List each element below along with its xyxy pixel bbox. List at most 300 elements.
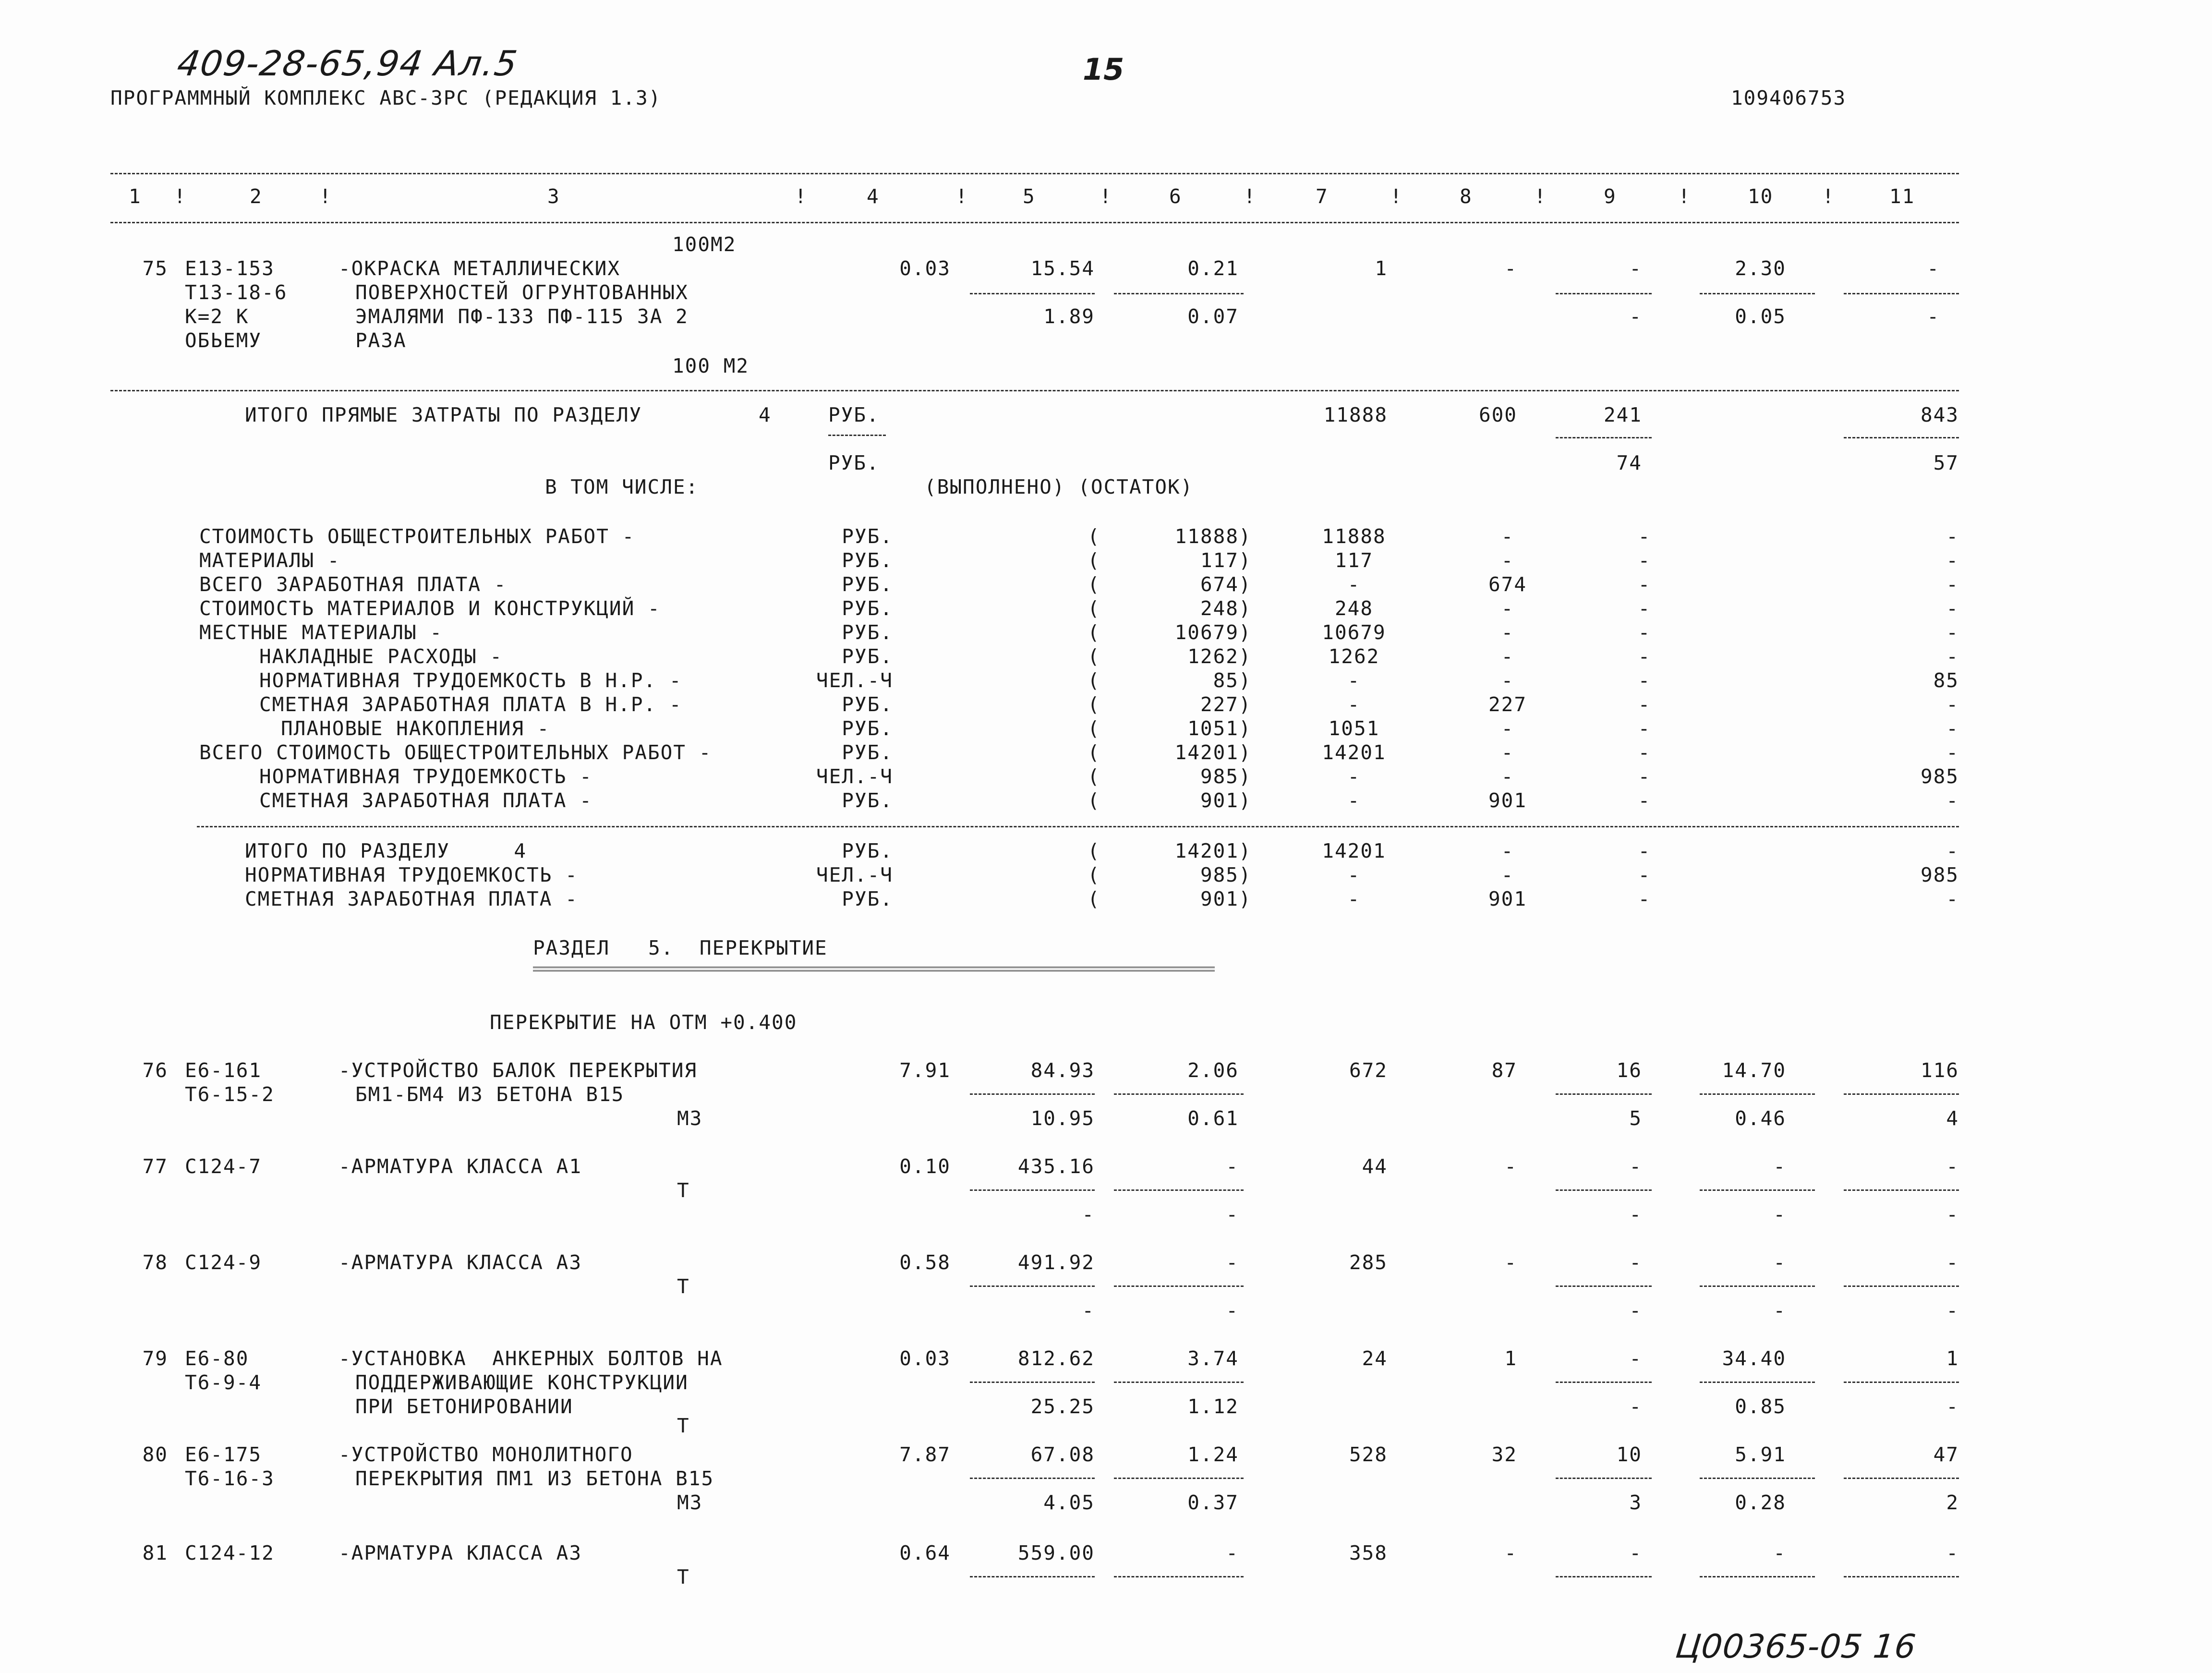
paren-open: ( bbox=[1088, 573, 1100, 596]
cell-c5-wage: 4.05 bbox=[1043, 1491, 1095, 1514]
column-separator: ! bbox=[795, 185, 808, 208]
unit-label: Т bbox=[677, 1414, 690, 1437]
cell-c5-wage: - bbox=[1082, 1299, 1095, 1322]
cell-c5-wage: 1.89 bbox=[1043, 305, 1095, 328]
cell-c7: - bbox=[1347, 573, 1361, 596]
paren-close: ) bbox=[1239, 741, 1252, 764]
cell-c7: 528 bbox=[1349, 1443, 1388, 1466]
summary-done-value: 227 bbox=[1200, 693, 1239, 716]
paren-open: ( bbox=[1088, 693, 1100, 716]
cell-c6: 3.74 bbox=[1187, 1347, 1239, 1370]
summary-done-value: 901 bbox=[1200, 789, 1239, 812]
cell-c9-wage: 3 bbox=[1629, 1491, 1642, 1514]
cell-c9: - bbox=[1638, 839, 1651, 862]
subtotal-rule bbox=[1114, 1189, 1244, 1191]
row-description: ПОДДЕРЖИВАЮЩИЕ КОНСТРУКЦИИ bbox=[355, 1371, 689, 1394]
paren-open: ( bbox=[1088, 717, 1100, 740]
column-header-6: 6 bbox=[1169, 185, 1182, 208]
cell-c11: 47 bbox=[1933, 1443, 1959, 1466]
cell-c8: - bbox=[1501, 717, 1514, 740]
paren-close: ) bbox=[1239, 693, 1252, 716]
subtotal-rule bbox=[1556, 1189, 1652, 1191]
summary-label: МАТЕРИАЛЫ - bbox=[199, 549, 340, 572]
cell-c11: - bbox=[1946, 839, 1959, 862]
cell-c6: 1.24 bbox=[1187, 1443, 1239, 1466]
cell-c7: - bbox=[1347, 887, 1361, 910]
cell-c8: 901 bbox=[1488, 887, 1527, 910]
cell-c8: - bbox=[1501, 863, 1514, 886]
summary-unit: РУБ. bbox=[842, 717, 893, 740]
paren-open: ( bbox=[1088, 549, 1100, 572]
summary-label: ИТОГО ПО РАЗДЕЛУ 4 bbox=[245, 839, 527, 862]
cell-c8: 87 bbox=[1491, 1059, 1517, 1082]
cell-c10: 34.40 bbox=[1722, 1347, 1786, 1370]
summary-done-value: 985 bbox=[1200, 863, 1239, 886]
row-code: Е6-80 bbox=[185, 1347, 249, 1370]
cell-c11: - bbox=[1946, 741, 1959, 764]
cell-c5: 67.08 bbox=[1030, 1443, 1095, 1466]
cell-c11: - bbox=[1946, 549, 1959, 572]
cell-c8: 32 bbox=[1491, 1443, 1517, 1466]
cell-c6: 2.06 bbox=[1187, 1059, 1239, 1082]
subtotal-rule bbox=[1556, 1382, 1652, 1383]
subtotal-rule bbox=[1844, 437, 1959, 438]
cell-c6: 0.21 bbox=[1187, 257, 1239, 280]
cell-c11: 985 bbox=[1920, 863, 1959, 886]
summary-label: МЕСТНЫЕ МАТЕРИАЛЫ - bbox=[199, 621, 443, 644]
cell-c4: 7.87 bbox=[899, 1443, 951, 1466]
cell-c10-wage: - bbox=[1773, 1299, 1786, 1322]
summary-unit: РУБ. bbox=[842, 693, 893, 716]
cell-c9-wage: - bbox=[1629, 1395, 1642, 1418]
cell-c10-wage: 0.85 bbox=[1735, 1395, 1786, 1418]
cell-c5: 812.62 bbox=[1017, 1347, 1095, 1370]
cell-c11-wage: 2 bbox=[1946, 1491, 1959, 1514]
paren-close: ) bbox=[1239, 863, 1252, 886]
subtotal-rule bbox=[1844, 1285, 1959, 1287]
row-description: РАЗА bbox=[355, 329, 407, 352]
cell-c8: - bbox=[1501, 765, 1514, 788]
cell-c8: - bbox=[1501, 525, 1514, 548]
subtotal-rule bbox=[1556, 293, 1652, 294]
paren-open: ( bbox=[1088, 669, 1100, 692]
column-header-3: 3 bbox=[547, 185, 560, 208]
paren-open: ( bbox=[1088, 621, 1100, 644]
cell-c4: 7.91 bbox=[899, 1059, 951, 1082]
summary-unit: РУБ. bbox=[842, 573, 893, 596]
summary-label: НОРМАТИВНАЯ ТРУДОЕМКОСТЬ - bbox=[245, 863, 578, 886]
total-label: ИТОГО ПРЯМЫЕ ЗАТРАТЫ ПО РАЗДЕЛУ bbox=[245, 403, 642, 426]
column-header-11: 11 bbox=[1889, 185, 1915, 208]
cell-c10-wage: - bbox=[1773, 1203, 1786, 1226]
summary-unit: РУБ. bbox=[842, 597, 893, 620]
row-description: БМ1-БМ4 ИЗ БЕТОНА В15 bbox=[355, 1083, 625, 1106]
summary-unit: РУБ. bbox=[842, 525, 893, 548]
cell-c4: 0.64 bbox=[899, 1541, 951, 1564]
cell-c9: - bbox=[1638, 789, 1651, 812]
row-description: ПЕРЕКРЫТИЯ ПМ1 ИЗ БЕТОНА В15 bbox=[355, 1467, 714, 1490]
subtotal-rule bbox=[1844, 1093, 1959, 1095]
summary-done-value: 1051 bbox=[1187, 717, 1239, 740]
row-description: -УСТРОЙСТВО БАЛОК ПЕРЕКРЫТИЯ bbox=[338, 1059, 698, 1082]
cell-c7: 1262 bbox=[1328, 645, 1380, 668]
subtotal-rule bbox=[1114, 1382, 1244, 1383]
cell-c6-wage: 1.12 bbox=[1187, 1395, 1239, 1418]
row-code: К=2 К bbox=[185, 305, 249, 328]
cell-c7: 11888 bbox=[1322, 525, 1386, 548]
cell-c11: - bbox=[1946, 717, 1959, 740]
paren-open: ( bbox=[1088, 887, 1100, 910]
subtotal-rule bbox=[1556, 1093, 1652, 1095]
cell-c8: - bbox=[1501, 669, 1514, 692]
cell-c9: - bbox=[1638, 863, 1651, 886]
summary-unit: ЧЕЛ.-Ч bbox=[816, 863, 893, 886]
cell-c8: 674 bbox=[1488, 573, 1527, 596]
cell-c8: 1 bbox=[1504, 1347, 1517, 1370]
summary-done-value: 14201 bbox=[1174, 839, 1239, 862]
cell-c9: - bbox=[1638, 573, 1651, 596]
row-description: -АРМАТУРА КЛАССА А3 bbox=[338, 1541, 582, 1564]
column-header-2: 2 bbox=[250, 185, 263, 208]
cell-c7: 14201 bbox=[1322, 839, 1386, 862]
cell-c4: 0.10 bbox=[899, 1155, 951, 1178]
cell-c11: - bbox=[1946, 597, 1959, 620]
subtotal-rule bbox=[1556, 1285, 1652, 1287]
cell-c9: - bbox=[1629, 257, 1642, 280]
column-header-7: 7 bbox=[1316, 185, 1329, 208]
row-number: 80 bbox=[142, 1443, 168, 1466]
cell-c9: - bbox=[1638, 525, 1651, 548]
cell-c4: 0.58 bbox=[899, 1251, 951, 1274]
subtotal-rule bbox=[1844, 293, 1959, 294]
paren-close: ) bbox=[1239, 887, 1252, 910]
cell-c11: - bbox=[1946, 789, 1959, 812]
paren-open: ( bbox=[1088, 765, 1100, 788]
cell-c7: 248 bbox=[1334, 597, 1374, 620]
subtotal-rule bbox=[1114, 1285, 1244, 1287]
row-code: С124-7 bbox=[185, 1155, 262, 1178]
paren-open: ( bbox=[1088, 597, 1100, 620]
summary-done-value: 11888 bbox=[1174, 525, 1239, 548]
breakdown-rule bbox=[197, 826, 1959, 827]
cell-c11: - bbox=[1946, 693, 1959, 716]
row-code: Т6-16-3 bbox=[185, 1467, 275, 1490]
cell-c5-wage: - bbox=[1082, 1203, 1095, 1226]
cell-c11-wage: - bbox=[1946, 1299, 1959, 1322]
cell-c11-wage: - bbox=[1927, 305, 1940, 328]
summary-unit: РУБ. bbox=[842, 645, 893, 668]
subtotal-rule bbox=[1700, 1576, 1815, 1577]
row-number: 75 bbox=[142, 257, 168, 280]
cell-c10-wage: 0.46 bbox=[1735, 1107, 1786, 1130]
column-header-8: 8 bbox=[1460, 185, 1473, 208]
document-number: 109406753 bbox=[1731, 86, 1847, 109]
cell-c5: 15.54 bbox=[1030, 257, 1095, 280]
row-code: Е13-153 bbox=[185, 257, 275, 280]
cell-c9: - bbox=[1638, 549, 1651, 572]
paren-close: ) bbox=[1239, 525, 1252, 548]
unit-label: М3 bbox=[677, 1491, 703, 1514]
summary-label: НАКЛАДНЫЕ РАСХОДЫ - bbox=[259, 645, 503, 668]
row-code: ОБЬЕМУ bbox=[185, 329, 262, 352]
summary-unit: РУБ. bbox=[842, 549, 893, 572]
cell-c6: - bbox=[1226, 1155, 1239, 1178]
row-description: ЭМАЛЯМИ ПФ-133 ПФ-115 ЗА 2 bbox=[355, 305, 689, 328]
cell-c6-wage: 0.37 bbox=[1187, 1491, 1239, 1514]
subtotal-rule bbox=[1114, 1093, 1244, 1095]
cell-c6: - bbox=[1226, 1541, 1239, 1564]
column-separator: ! bbox=[174, 185, 187, 208]
cell-c9: - bbox=[1638, 741, 1651, 764]
subtotal-rule bbox=[1700, 1189, 1815, 1191]
subtotal-rule bbox=[1700, 1382, 1815, 1383]
summary-done-value: 85 bbox=[1213, 669, 1239, 692]
cell-c8: - bbox=[1501, 741, 1514, 764]
summary-unit: РУБ. bbox=[842, 839, 893, 862]
row-description: -АРМАТУРА КЛАССА А1 bbox=[338, 1155, 582, 1178]
cell-c11: 1 bbox=[1946, 1347, 1959, 1370]
row-number: 78 bbox=[142, 1251, 168, 1274]
cell-c7: 10679 bbox=[1322, 621, 1386, 644]
paren-close: ) bbox=[1239, 621, 1252, 644]
cell-c11: - bbox=[1946, 621, 1959, 644]
subtotal-rule bbox=[1700, 293, 1815, 294]
cell-c11: 116 bbox=[1920, 1059, 1959, 1082]
cell-c7: - bbox=[1347, 765, 1361, 788]
cell-c9: - bbox=[1638, 887, 1651, 910]
cell-c10-wage: 0.28 bbox=[1735, 1491, 1786, 1514]
summary-done-value: 1262 bbox=[1187, 645, 1239, 668]
paren-close: ) bbox=[1239, 789, 1252, 812]
unit-label: 100М2 bbox=[672, 233, 737, 256]
row-description: -УСТРОЙСТВО МОНОЛИТНОГО bbox=[338, 1443, 633, 1466]
column-header-1: 1 bbox=[129, 185, 142, 208]
cell-c6: - bbox=[1226, 1251, 1239, 1274]
subtotal-rule bbox=[970, 1189, 1095, 1191]
row-code: С124-9 bbox=[185, 1251, 262, 1274]
cell-c4: 0.03 bbox=[899, 1347, 951, 1370]
unit-label: Т bbox=[677, 1275, 690, 1298]
unit-label: М3 bbox=[677, 1107, 703, 1130]
including-label: В ТОМ ЧИСЛЕ: bbox=[545, 475, 699, 498]
column-header-10: 10 bbox=[1748, 185, 1774, 208]
cell-c9: 241 bbox=[1603, 403, 1642, 426]
cell-c9-wage: 74 bbox=[1616, 451, 1642, 474]
subtotal-rule bbox=[1844, 1478, 1959, 1479]
row-code: Т13-18-6 bbox=[185, 281, 288, 304]
section-rule bbox=[110, 390, 1959, 391]
summary-done-value: 901 bbox=[1200, 887, 1239, 910]
cell-c6-wage: - bbox=[1226, 1299, 1239, 1322]
column-separator: ! bbox=[1678, 185, 1691, 208]
subtotal-rule bbox=[970, 1382, 1095, 1383]
cell-c8: - bbox=[1501, 597, 1514, 620]
cell-c11: - bbox=[1946, 573, 1959, 596]
cell-c11-wage: - bbox=[1946, 1395, 1959, 1418]
row-description: ПРИ БЕТОНИРОВАНИИ bbox=[355, 1395, 573, 1418]
summary-done-value: 14201 bbox=[1174, 741, 1239, 764]
cell-c8: 600 bbox=[1478, 403, 1517, 426]
summary-label: ВСЕГО СТОИМОСТЬ ОБЩЕСТРОИТЕЛЬНЫХ РАБОТ - bbox=[199, 741, 712, 764]
cell-c8: - bbox=[1504, 1251, 1517, 1274]
cell-c8: - bbox=[1504, 1155, 1517, 1178]
cell-c11: 843 bbox=[1920, 403, 1959, 426]
row-code: Е6-175 bbox=[185, 1443, 262, 1466]
cell-c7: - bbox=[1347, 693, 1361, 716]
cell-c9: - bbox=[1638, 765, 1651, 788]
cell-c7: 117 bbox=[1334, 549, 1374, 572]
summary-label: ПЛАНОВЫЕ НАКОПЛЕНИЯ - bbox=[281, 717, 550, 740]
subtotal-rule bbox=[970, 1285, 1095, 1287]
cell-c10: - bbox=[1773, 1251, 1786, 1274]
cell-c10-wage: 0.05 bbox=[1735, 305, 1786, 328]
cell-c11: 985 bbox=[1920, 765, 1959, 788]
subtotal-rule bbox=[1844, 1382, 1959, 1383]
summary-label: СМЕТНАЯ ЗАРАБОТНАЯ ПЛАТА - bbox=[245, 887, 578, 910]
paren-open: ( bbox=[1088, 741, 1100, 764]
cell-c9: - bbox=[1638, 621, 1651, 644]
summary-label: СТОИМОСТЬ ОБЩЕСТРОИТЕЛЬНЫХ РАБОТ - bbox=[199, 525, 635, 548]
column-separator: ! bbox=[1100, 185, 1112, 208]
cell-c4: 0.03 bbox=[899, 257, 951, 280]
program-title: ПРОГРАММНЫЙ КОМПЛЕКС АВС-3РС (РЕДАКЦИЯ 1.3) bbox=[110, 86, 662, 109]
handwritten-doc-code: 409-28-65,94 Ал.5 bbox=[175, 43, 520, 84]
cell-c10: 2.30 bbox=[1735, 257, 1786, 280]
paren-close: ) bbox=[1239, 549, 1252, 572]
cell-c8: - bbox=[1501, 549, 1514, 572]
cell-c7: 44 bbox=[1362, 1155, 1388, 1178]
subtotal-rule bbox=[1114, 293, 1244, 294]
summary-unit: ЧЕЛ.-Ч bbox=[816, 765, 893, 788]
unit-label: Т bbox=[677, 1179, 690, 1202]
cell-c10: 5.91 bbox=[1735, 1443, 1786, 1466]
unit-label: Т bbox=[677, 1565, 690, 1588]
cell-c5: 491.92 bbox=[1017, 1251, 1095, 1274]
paren-open: ( bbox=[1088, 839, 1100, 862]
cell-c6-wage: 0.61 bbox=[1187, 1107, 1239, 1130]
cell-c9-wage: 5 bbox=[1629, 1107, 1642, 1130]
cell-c11: - bbox=[1946, 887, 1959, 910]
cell-c11: - bbox=[1927, 257, 1940, 280]
subtotal-rule bbox=[1844, 1576, 1959, 1577]
subtotal-rule bbox=[1114, 1478, 1244, 1479]
summary-label: НОРМАТИВНАЯ ТРУДОЕМКОСТЬ В Н.Р. - bbox=[259, 669, 682, 692]
cell-c11: - bbox=[1946, 645, 1959, 668]
row-code: Т6-15-2 bbox=[185, 1083, 275, 1106]
unit-label: 100 М2 bbox=[672, 354, 749, 377]
cell-c9: - bbox=[1638, 669, 1651, 692]
row-number: 79 bbox=[142, 1347, 168, 1370]
row-code: С124-12 bbox=[185, 1541, 275, 1564]
paren-close: ) bbox=[1239, 573, 1252, 596]
column-separator: ! bbox=[1244, 185, 1257, 208]
subtotal-rule bbox=[1700, 1478, 1815, 1479]
cell-c9-wage: - bbox=[1629, 1299, 1642, 1322]
summary-label: ВСЕГО ЗАРАБОТНАЯ ПЛАТА - bbox=[199, 573, 507, 596]
paren-open: ( bbox=[1088, 789, 1100, 812]
cell-c11: - bbox=[1946, 1541, 1959, 1564]
subtotal-rule bbox=[1114, 1576, 1244, 1577]
cell-c8: 901 bbox=[1488, 789, 1527, 812]
unit-rule bbox=[828, 435, 886, 436]
cell-c11: - bbox=[1946, 525, 1959, 548]
paren-open: ( bbox=[1088, 525, 1100, 548]
summary-unit: РУБ. bbox=[842, 887, 893, 910]
cell-c8: - bbox=[1501, 621, 1514, 644]
cell-c7: 14201 bbox=[1322, 741, 1386, 764]
total-unit: РУБ. bbox=[828, 403, 880, 426]
cell-c5-wage: 25.25 bbox=[1030, 1395, 1095, 1418]
summary-label: СМЕТНАЯ ЗАРАБОТНАЯ ПЛАТА В Н.Р. - bbox=[259, 693, 682, 716]
subtotal-rule bbox=[1556, 1478, 1652, 1479]
summary-label: НОРМАТИВНАЯ ТРУДОЕМКОСТЬ - bbox=[259, 765, 592, 788]
done-remaining-label: (ВЫПОЛНЕНО) (ОСТАТОК) bbox=[924, 475, 1194, 498]
handwritten-page-number: 15 bbox=[1083, 52, 1124, 87]
cell-c11-wage: 4 bbox=[1946, 1107, 1959, 1130]
cell-c9: - bbox=[1638, 717, 1651, 740]
paren-close: ) bbox=[1239, 839, 1252, 862]
paren-close: ) bbox=[1239, 597, 1252, 620]
row-code: Т6-9-4 bbox=[185, 1371, 262, 1394]
paren-close: ) bbox=[1239, 765, 1252, 788]
cell-c9: - bbox=[1629, 1347, 1642, 1370]
summary-unit: ЧЕЛ.-Ч bbox=[816, 669, 893, 692]
row-description: -УСТАНОВКА АНКЕРНЫХ БОЛТОВ НА bbox=[338, 1347, 723, 1370]
subtotal-rule bbox=[970, 1576, 1095, 1577]
total-section: 4 bbox=[759, 403, 772, 426]
summary-label: СМЕТНАЯ ЗАРАБОТНАЯ ПЛАТА - bbox=[259, 789, 592, 812]
cell-c7: 24 bbox=[1362, 1347, 1388, 1370]
summary-done-value: 248 bbox=[1200, 597, 1239, 620]
subtotal-rule bbox=[970, 1478, 1095, 1479]
cell-c11: 85 bbox=[1933, 669, 1959, 692]
cell-c6-wage: - bbox=[1226, 1203, 1239, 1226]
cell-c9-wage: - bbox=[1629, 305, 1642, 328]
column-separator: ! bbox=[1822, 185, 1835, 208]
subtotal-rule bbox=[1700, 1285, 1815, 1287]
subtotal-rule bbox=[1844, 1189, 1959, 1191]
cell-c10: - bbox=[1773, 1155, 1786, 1178]
subtotal-rule bbox=[1700, 1093, 1815, 1095]
cell-c11-wage: - bbox=[1946, 1203, 1959, 1226]
cell-c9: 10 bbox=[1616, 1443, 1642, 1466]
summary-done-value: 117 bbox=[1200, 549, 1239, 572]
row-description: -АРМАТУРА КЛАССА А3 bbox=[338, 1251, 582, 1274]
cell-c7: 1051 bbox=[1328, 717, 1380, 740]
cell-c8: - bbox=[1504, 1541, 1517, 1564]
cell-c7: 285 bbox=[1349, 1251, 1388, 1274]
header-rule-top bbox=[110, 173, 1959, 174]
summary-unit: РУБ. bbox=[842, 741, 893, 764]
cell-c7: 358 bbox=[1349, 1541, 1388, 1564]
row-description: -ОКРАСКА МЕТАЛЛИЧЕСКИХ bbox=[338, 257, 621, 280]
cell-c10: 14.70 bbox=[1722, 1059, 1786, 1082]
column-separator: ! bbox=[319, 185, 332, 208]
column-header-9: 9 bbox=[1604, 185, 1617, 208]
cell-c9: - bbox=[1629, 1155, 1642, 1178]
cell-c8: - bbox=[1504, 257, 1517, 280]
cell-c9-wage: - bbox=[1629, 1203, 1642, 1226]
summary-unit: РУБ. bbox=[842, 789, 893, 812]
cell-c9: 16 bbox=[1616, 1059, 1642, 1082]
column-separator: ! bbox=[955, 185, 968, 208]
cell-c11-wage: 57 bbox=[1933, 451, 1959, 474]
cell-c5-wage: 10.95 bbox=[1030, 1107, 1095, 1130]
summary-done-value: 985 bbox=[1200, 765, 1239, 788]
column-header-4: 4 bbox=[867, 185, 880, 208]
cell-c9: - bbox=[1638, 645, 1651, 668]
subtotal-rule bbox=[1556, 1576, 1652, 1577]
